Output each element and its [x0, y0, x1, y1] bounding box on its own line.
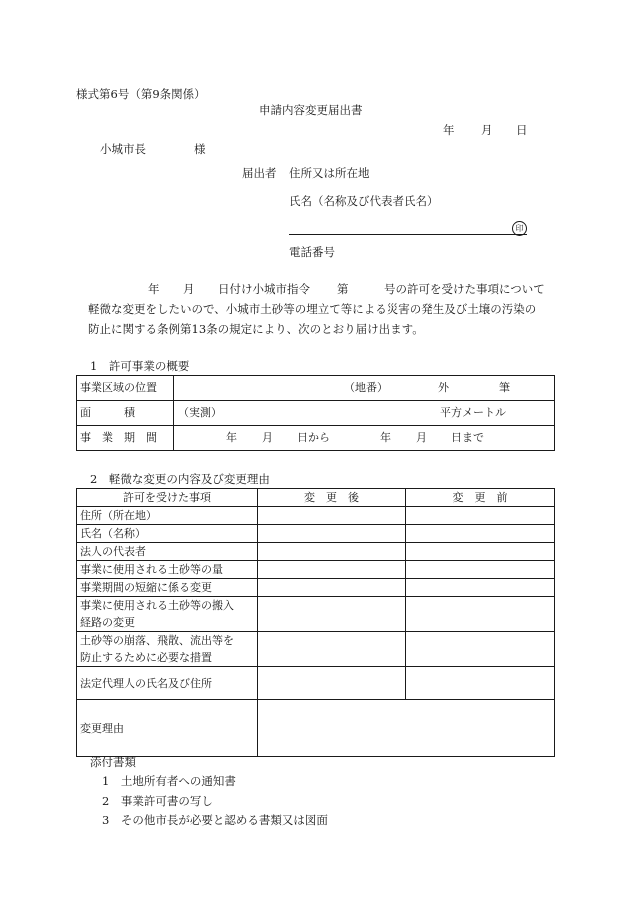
row-after-cell — [258, 579, 406, 597]
section2-heading: 2 軽微な変更の内容及び変更理由 — [90, 472, 270, 486]
intro-dai: 第 — [337, 282, 349, 296]
location-cell — [174, 376, 555, 401]
col-before-header: 変 更 前 — [406, 489, 555, 507]
attachments-heading: 添付書類 — [90, 755, 136, 769]
location-label: 事業区域の位置 — [77, 376, 174, 401]
date-month: 月 — [481, 123, 493, 137]
row-item: 法定代理人の氏名及び住所 — [77, 667, 258, 700]
row-before-cell — [406, 561, 555, 579]
table-row — [77, 426, 555, 451]
location-hitsu: 筆 — [499, 381, 510, 394]
applicant-label: 届出者 — [242, 166, 277, 180]
col-after-header: 変 更 後 — [258, 489, 406, 507]
attachment-item: 1 土地所有者への通知書 — [102, 774, 236, 788]
table-row — [77, 597, 555, 632]
col-item-header: 許可を受けた事項 — [77, 489, 258, 507]
row-before-cell — [406, 632, 555, 667]
addressee: 小城市長 — [100, 142, 146, 156]
address-label: 住所又は所在地 — [289, 166, 370, 180]
location-chiban: （地番） — [344, 381, 388, 394]
table-row — [77, 632, 555, 667]
intro-line-2: 軽微な変更をしたいので、小城市土砂等の埋立て等による災害の発生及び土壌の汚染の — [88, 302, 537, 316]
row-before-cell — [406, 525, 555, 543]
row-item-line: 土砂等の崩落、飛散、流出等を — [80, 634, 234, 647]
row-item — [77, 632, 258, 667]
row-after-cell — [258, 525, 406, 543]
row-before-cell — [406, 543, 555, 561]
table-row — [77, 507, 555, 525]
row-before-cell — [406, 579, 555, 597]
period-from: 日から — [297, 431, 330, 444]
area-measured: （実測） — [178, 406, 222, 419]
project-overview-table — [76, 375, 555, 451]
intro-month: 月 — [183, 282, 195, 296]
table-row — [77, 525, 555, 543]
reason-label: 変更理由 — [77, 700, 258, 757]
area-cell — [174, 401, 555, 426]
row-item: 氏名（名称） — [77, 525, 258, 543]
row-before-cell — [406, 597, 555, 632]
seal-mark: 印 — [512, 221, 527, 236]
table-row — [77, 401, 555, 426]
row-item-line: 経路の変更 — [80, 616, 135, 629]
date-day: 日 — [516, 123, 528, 137]
changes-table — [76, 488, 555, 757]
intro-year: 年 — [148, 282, 160, 296]
table-row — [77, 376, 555, 401]
form-number: 様式第6号（第9条関係） — [76, 87, 206, 101]
table-row — [77, 579, 555, 597]
signature-line — [289, 234, 527, 235]
phone-label: 電話番号 — [289, 245, 335, 259]
row-after-cell — [258, 632, 406, 667]
period-year2: 年 — [380, 431, 391, 444]
row-after-cell — [258, 561, 406, 579]
intro-directive: 日付け小城市指令 — [218, 282, 310, 296]
section1-heading: 1 許可事業の概要 — [90, 359, 190, 373]
period-month2: 月 — [416, 431, 427, 444]
table-row — [77, 543, 555, 561]
table-row — [77, 561, 555, 579]
row-item — [77, 597, 258, 632]
row-item-line: 防止するために必要な措置 — [80, 651, 212, 664]
row-after-cell — [258, 543, 406, 561]
date-year: 年 — [443, 123, 455, 137]
location-soto: 外 — [438, 381, 449, 394]
intro-permit: 号の許可を受けた事項について — [384, 282, 545, 296]
row-before-cell — [406, 507, 555, 525]
addressee-honorific: 様 — [194, 142, 206, 156]
row-after-cell — [258, 507, 406, 525]
row-item: 事業期間の短縮に係る変更 — [77, 579, 258, 597]
row-after-cell — [258, 597, 406, 632]
form-title: 申請内容変更届出書 — [259, 103, 363, 117]
period-cell — [174, 426, 555, 451]
row-before-cell — [406, 667, 555, 700]
area-unit: 平方メートル — [440, 406, 506, 419]
attachment-item: 2 事業許可書の写し — [102, 794, 213, 808]
reason-cell — [258, 700, 555, 757]
period-year1: 年 — [226, 431, 237, 444]
name-label: 氏名（名称及び代表者氏名） — [289, 194, 439, 208]
row-after-cell — [258, 667, 406, 700]
row-item-line: 事業に使用される土砂等の搬入 — [80, 599, 234, 612]
area-label: 面 積 — [77, 401, 174, 426]
row-item: 法人の代表者 — [77, 543, 258, 561]
table-row — [77, 667, 555, 700]
row-item: 事業に使用される土砂等の量 — [77, 561, 258, 579]
row-item: 住所（所在地） — [77, 507, 258, 525]
period-month1: 月 — [262, 431, 273, 444]
attachment-item: 3 その他市長が必要と認める書類又は図面 — [102, 813, 328, 827]
table-row — [77, 700, 555, 757]
period-label: 事 業 期 間 — [77, 426, 174, 451]
intro-line-3: 防止に関する条例第13条の規定により、次のとおり届け出ます。 — [88, 322, 424, 336]
table-header-row — [77, 489, 555, 507]
period-until: 日まで — [451, 431, 484, 444]
